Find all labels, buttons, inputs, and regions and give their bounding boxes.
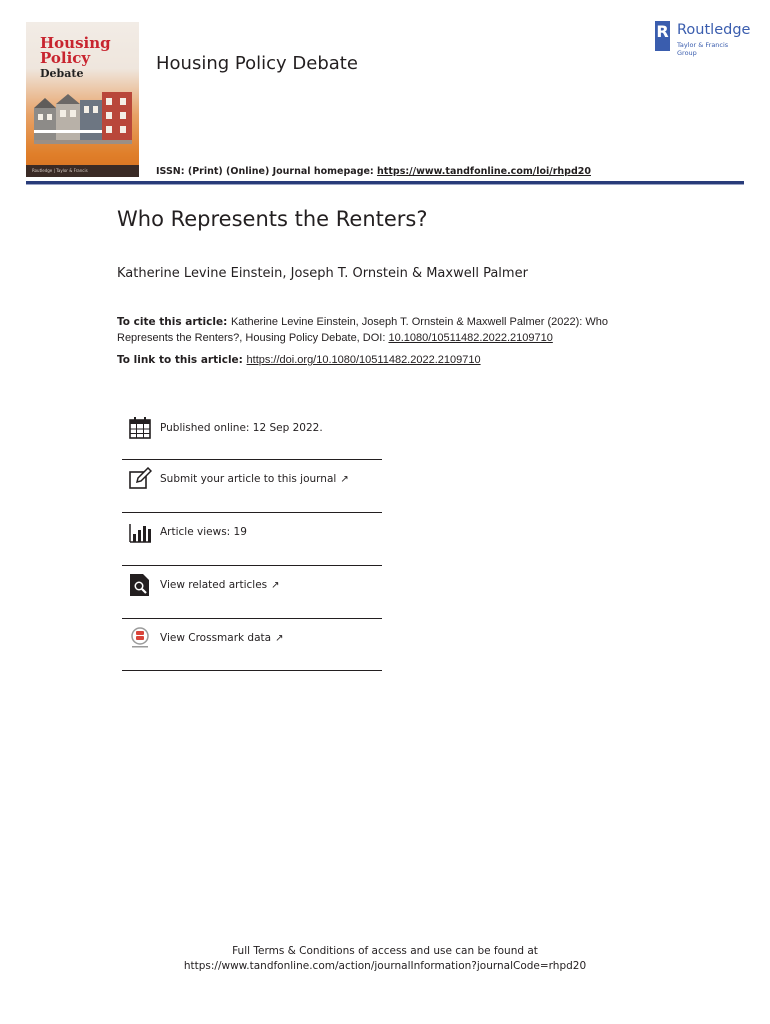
doi-link[interactable]: 10.1080/10511482.2022.2109710 [388, 332, 553, 344]
cover-title-line: Debate [40, 67, 84, 80]
external-link-icon: ↗ [271, 580, 280, 591]
info-divider [122, 618, 382, 619]
citation-label: To cite this article: [117, 316, 231, 328]
crossmark-label[interactable] [160, 632, 283, 644]
article-link-label: To link to this article: [117, 354, 247, 366]
routledge-mark-icon: R [655, 21, 670, 51]
cover-title [40, 36, 111, 81]
article-link[interactable]: https://doi.org/10.1080/10511482.2022.2109710 [246, 354, 481, 366]
terms-footer-line1: Full Terms & Conditions of access and use can be found at [232, 945, 538, 957]
cover-footer-text: Routledge | Taylor & Francis [32, 168, 88, 173]
submit-article-text[interactable]: Submit your article to this journal [160, 473, 337, 485]
info-divider [122, 459, 382, 460]
citation-text: Katherine Levine Einstein, Joseph T. Ornstein & Maxwell Palmer (2022): Who Represents the Renters?, Housing Policy Debate, DOI: [117, 316, 608, 344]
article-title: Who Represents the Renters? [117, 207, 428, 231]
pencil-edit-icon [128, 467, 152, 491]
cover-houses-illustration [34, 90, 132, 150]
routledge-logo [655, 21, 751, 57]
article-authors: Katherine Levine Einstein, Joseph T. Ornstein & Maxwell Palmer [117, 266, 528, 281]
submit-article-label[interactable] [160, 473, 349, 485]
citation [117, 314, 657, 346]
article-link-line [117, 354, 481, 366]
issn-label: ISSN: (Print) (Online) Journal homepage: [156, 166, 378, 177]
journal-cover-image [26, 22, 139, 177]
issn-line [156, 166, 591, 177]
info-divider [122, 512, 382, 513]
related-articles-label[interactable] [160, 579, 280, 591]
crossmark-icon [128, 626, 152, 650]
header-divider-thin [26, 184, 744, 185]
calendar-icon [128, 416, 152, 440]
related-articles-text[interactable]: View related articles [160, 579, 268, 591]
cover-title-line: Policy [40, 49, 91, 67]
cover-footer [26, 165, 139, 177]
article-views-label: Article views: 19 [160, 526, 247, 538]
info-divider [122, 670, 382, 671]
cover-title-line: Housing [40, 34, 111, 52]
published-online-label: Published online: 12 Sep 2022. [160, 422, 323, 434]
terms-footer [0, 944, 770, 974]
info-divider [122, 565, 382, 566]
journal-homepage-link[interactable]: https://www.tandfonline.com/loi/rhpd20 [377, 166, 591, 177]
bar-chart-icon [128, 520, 152, 544]
search-document-icon [128, 573, 152, 597]
journal-title: Housing Policy Debate [156, 53, 358, 74]
crossmark-text[interactable]: View Crossmark data [160, 632, 272, 644]
publisher-sub: Taylor & Francis Group [677, 41, 729, 57]
published-online-row [122, 416, 382, 468]
publisher-name: Routledge [677, 22, 751, 38]
external-link-icon: ↗ [340, 474, 349, 485]
terms-footer-link[interactable]: https://www.tandfonline.com/action/journalInformation?journalCode=rhpd20 [183, 960, 587, 972]
external-link-icon: ↗ [275, 633, 284, 644]
